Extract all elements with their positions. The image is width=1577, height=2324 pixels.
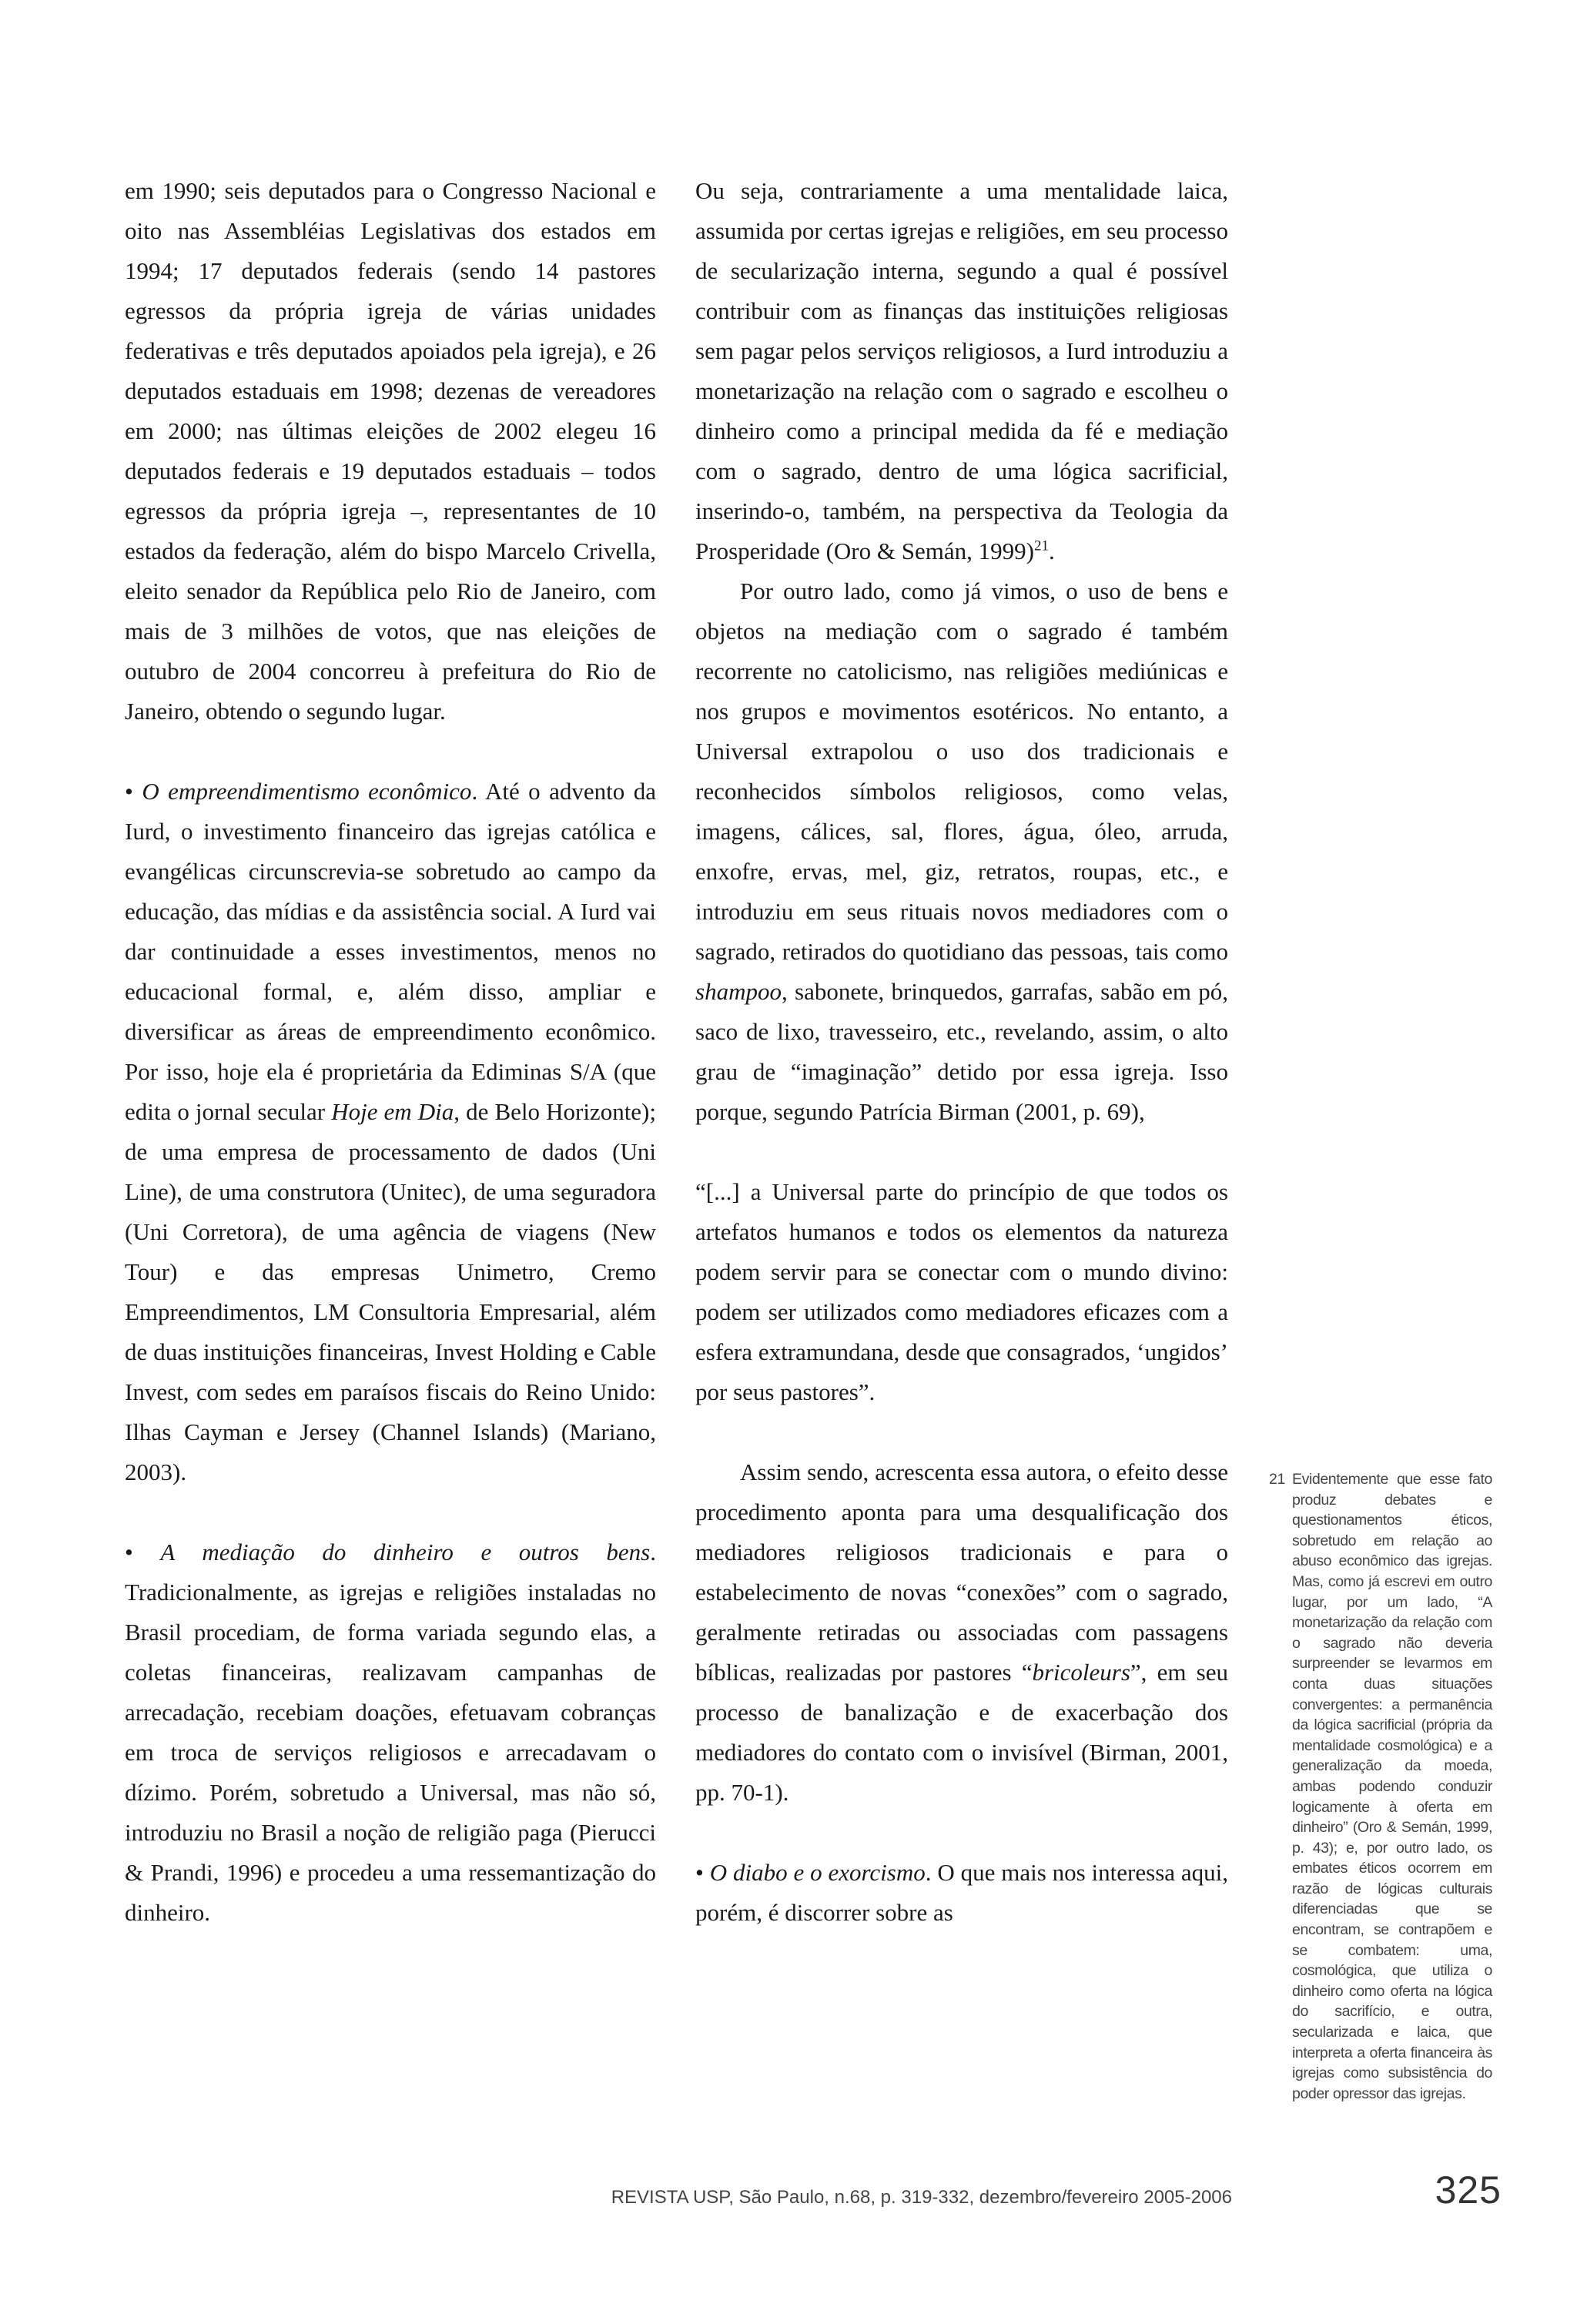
paragraph-gap bbox=[695, 1132, 1228, 1172]
section-title: A mediação do dinheiro e outros bens bbox=[160, 1539, 651, 1566]
section-title: O empreendimentismo econômico bbox=[142, 778, 472, 805]
bullet: • bbox=[125, 1539, 133, 1566]
newspaper-title: Hoje em Dia bbox=[331, 1098, 454, 1125]
footnote-text: Evidentemente que esse fato produz debates e questionamentos éticos, sobretudo em relação ao abuso econômico das igrejas. Mas, como já escrevi em outro lugar, por um lado, “A monetarização da relação com o sagrado não deveria surpreender se levarmos em conta duas situações convergentes: a permanência da lógica sacrificial (própria da mentalidade cosmológica) e a generalização da moeda, ambas podendo conduzir logicamente à oferta em dinheiro” (Oro & Semán, 1999, p. 43); e, por outro lado, os embates éticos ocorrem em razão de lógicas culturais diferenciadas que se encontram, se contrapõem e se combatem: uma, cosmológica, que utiliza o dinheiro como oferta na lógica do sacrifício, e outra, secularizada e laica, que interpreta a oferta financeira às igrejas como subsistência do poder opressor das igrejas. bbox=[1292, 1471, 1492, 2102]
paragraph-text: Por outro lado, como já vimos, o uso de bens e objetos na mediação com o sagrado é também recorrente no catolicismo, nas religiões mediúnicas e nos grupos e movimentos esotéricos. No entanto, a Universal extrapolou o uso dos tradicionais e reconhecidos símbolos religiosos, como velas, imagens, cálices, sal, flores, água, óleo, arruda, enxofre, ervas, mel, giz, retratos, roupas, etc., e introduziu em seus rituais novos mediadores com o sagrado, retirados do quotidiano das pessoas, tais como bbox=[695, 578, 1228, 965]
paragraph-new-connections bbox=[695, 1452, 1228, 1813]
block-quote-birman: “[...] a Universal parte do princípio de que todos os artefatos humanos e todos os elementos da natureza podem servir para se conectar com o mundo divino: podem ser utilizados como mediadores eficazes com a esfera extramundana, desde que consagrados, ‘ungidos’ por seus pastores”. bbox=[695, 1178, 1228, 1405]
footer-citation: REVISTA USP, São Paulo, n.68, p. 319-332, dezembro/fevereiro 2005-2006 bbox=[611, 2187, 1232, 2208]
paragraph-gap bbox=[695, 1813, 1228, 1853]
footnote-21 bbox=[1269, 1469, 1492, 2104]
right-text-column bbox=[695, 171, 1228, 1933]
section-text: . O que mais nos interessa aqui, porém, é discorrer sobre as bbox=[695, 1859, 1229, 1926]
section-devil-exorcism bbox=[695, 1853, 1228, 1933]
section-economic-enterprise bbox=[125, 772, 656, 1492]
footnote-reference: 21 bbox=[1033, 537, 1049, 554]
section-title: O diabo e o exorcismo bbox=[709, 1859, 926, 1886]
italic-word: bricoleurs bbox=[1032, 1659, 1130, 1686]
paragraph-text-continued: ”, em seu processo de banalização e de exacerbação dos mediadores do contato com o invisível (Birman, 2001, pp. 70-1). bbox=[695, 1659, 1228, 1806]
paragraph-gap bbox=[695, 1412, 1228, 1452]
paragraph-text: Ou seja, contrariamente a uma mentalidade laica, assumida por certas igrejas e religiões, em seu processo de secularização interna, segundo a qual é possível contribuir com as finanças das instituições religiosas sem pagar pelos serviços religiosos, a Iurd introduziu a monetarização na relação com o sagrado e escolheu o dinheiro como a principal medida da fé e mediação com o sagrado, dentro de uma lógica sacrificial, inserindo-o, também, na perspectiva da Teologia da Prosperidade (Oro & Semán, 1999) bbox=[695, 177, 1228, 564]
section-money-mediation bbox=[125, 1532, 656, 1933]
bullet: • bbox=[125, 778, 133, 805]
paragraph-text: Assim sendo, acrescenta essa autora, o efeito desse procedimento aponta para uma desqualificação dos mediadores religiosos tradicionais e para o estabelecimento de novas “conexões” com o sagrado, geralmente retiradas ou associadas com passagens bíblicas, realizadas por pastores “ bbox=[695, 1458, 1228, 1686]
paragraph-mediation-objects bbox=[695, 571, 1228, 1132]
footnote-number: 21 bbox=[1269, 1471, 1285, 1488]
paragraph-end: . bbox=[1048, 537, 1055, 564]
paragraph-text-continued: , sabonete, brinquedos, garrafas, sabão em pó, saco de lixo, travesseiro, etc., revelando, assim, o alto grau de “imaginação” detido por essa igreja. Isso porque, segundo Patrícia Birman (2001, p. 69), bbox=[695, 978, 1228, 1125]
italic-word: shampoo bbox=[695, 978, 782, 1005]
paragraph-monetarization bbox=[695, 171, 1228, 571]
paragraph-electoral: em 1990; seis deputados para o Congresso Nacional e oito nas Assembléias Legislativas dos estados em 1994; 17 deputados federais (sendo 14 pastores egressos da própria igreja de várias unidades federativas e três deputados apoiados pela igreja), e 26 deputados estaduais em 1998; dezenas de vereadores em 2000; nas últimas eleições de 2002 elegeu 16 deputados federais e 19 deputados estaduais – todos egressos da própria igreja –, representantes de 10 estados da federação, além do bispo Marcelo Crivella, eleito senador da República pelo Rio de Janeiro, com mais de 3 milhões de votos, que nas eleições de outubro de 2004 concorreu à prefeitura do Rio de Janeiro, obtendo o segundo lugar. bbox=[125, 177, 656, 725]
paragraph-gap bbox=[125, 1492, 656, 1532]
left-text-column bbox=[125, 171, 656, 1933]
bullet: • bbox=[695, 1859, 704, 1886]
section-text: . Até o advento da Iurd, o investimento financeiro das igrejas católica e evangélicas circunscrevia-se sobretudo ao campo da educação, das mídias e da assistência social. A Iurd vai dar continuidade a esses investimentos, menos no educacional formal, e, além disso, ampliar e diversificar as áreas de empreendimento econômico. Por isso, hoje ela é proprietária da Ediminas S/A (que edita o jornal secular bbox=[125, 778, 656, 1125]
paragraph-gap bbox=[125, 732, 656, 772]
section-text: . Tradicionalmente, as igrejas e religiões instaladas no Brasil procediam, de forma variada segundo elas, a coletas financeiras, realizavam campanhas de arrecadação, recebiam doações, efetuavam cobranças em troca de serviços religiosos e arrecadavam o dízimo. Porém, sobretudo a Universal, mas não só, introduziu no Brasil a noção de religião paga (Pierucci & Prandi, 1996) e procedeu a uma ressemantização do dinheiro. bbox=[125, 1539, 656, 1926]
section-text-continued: , de Belo Horizonte); de uma empresa de processamento de dados (Uni Line), de uma construtora (Unitec), de uma seguradora (Uni Corretora), de uma agência de viagens (New Tour) e das empresas Unimetro, Cremo Empreendimentos, LM Consultoria Empresarial, além de duas instituições financeiras, Invest Holding e Cable Invest, com sedes em paraísos fiscais do Reino Unido: Ilhas Cayman e Jersey (Channel Islands) (Mariano, 2003). bbox=[125, 1098, 656, 1485]
page-number: 325 bbox=[1435, 2168, 1502, 2212]
